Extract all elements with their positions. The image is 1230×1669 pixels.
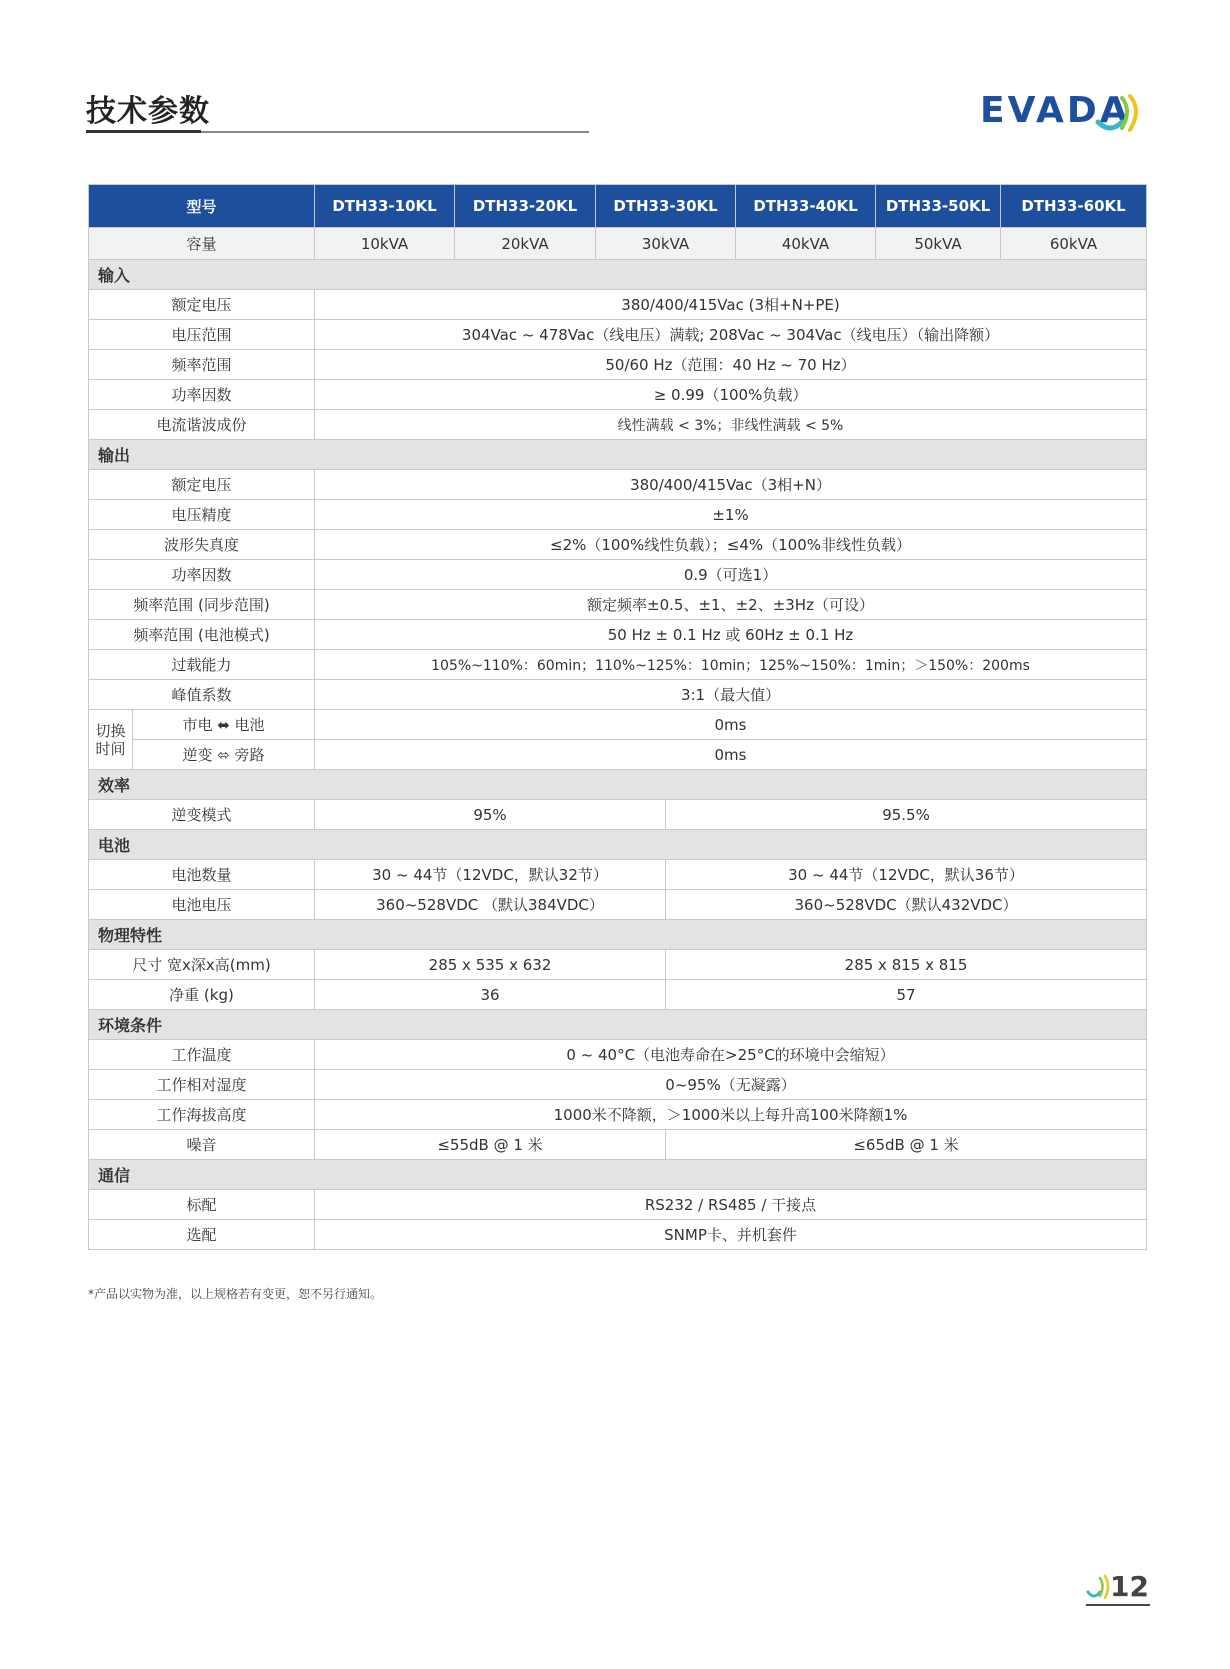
- logo-text: EVADA: [980, 90, 1131, 131]
- row-value: 105%~110%：60min；110%~125%：10min；125%~150%：1min；＞150%：200ms: [315, 650, 1147, 680]
- row-value: 304Vac ~ 478Vac（线电压）满载; 208Vac ~ 304Vac（线电压）（输出降额）: [315, 320, 1147, 350]
- row-value-right: 285 x 815 x 815: [666, 950, 1147, 980]
- switch-label-line1: 切换: [95, 721, 126, 740]
- row-label: 电流谐波成份: [89, 410, 315, 440]
- table-row: [89, 1190, 1147, 1220]
- row-label: 净重 (kg): [89, 980, 315, 1010]
- model-6: DTH33-60KL: [1001, 185, 1147, 228]
- capacity-4: 40kVA: [736, 228, 876, 260]
- row-value: 50/60 Hz（范围：40 Hz ~ 70 Hz）: [315, 350, 1147, 380]
- model-3: DTH33-30KL: [596, 185, 736, 228]
- row-label: 峰值系数: [89, 680, 315, 710]
- row-value: 线性满载 < 3%；非线性满载 < 5%: [315, 410, 1147, 440]
- row-label: 频率范围 (电池模式): [89, 620, 315, 650]
- model-header-row: [89, 185, 1147, 228]
- title-underline-accent: [86, 130, 201, 133]
- table-row: [89, 320, 1147, 350]
- row-label: 功率因数: [89, 560, 315, 590]
- page-number: 12: [1110, 1570, 1149, 1603]
- row-value: 0ms: [315, 710, 1147, 740]
- table-row: [89, 680, 1147, 710]
- row-label: 工作相对湿度: [89, 1070, 315, 1100]
- row-value: 额定频率±0.5、±1、±2、±3Hz（可设）: [315, 590, 1147, 620]
- section-output: [89, 440, 1147, 470]
- section-title: 通信: [89, 1160, 1147, 1190]
- row-value: 1000米不降额，＞1000米以上每升高100米降额1%: [315, 1100, 1147, 1130]
- model-5: DTH33-50KL: [876, 185, 1001, 228]
- row-label: 标配: [89, 1190, 315, 1220]
- section-environment: [89, 1010, 1147, 1040]
- row-value-left: ≤55dB @ 1 米: [315, 1130, 666, 1160]
- table-row: [89, 890, 1147, 920]
- row-value-left: 95%: [315, 800, 666, 830]
- row-value: 0.9（可选1）: [315, 560, 1147, 590]
- page-number-block: [1086, 1570, 1150, 1606]
- capacity-6: 60kVA: [1001, 228, 1147, 260]
- table-row: [89, 350, 1147, 380]
- row-value: RS232 / RS485 / 干接点: [315, 1190, 1147, 1220]
- section-title: 电池: [89, 830, 1147, 860]
- row-value: SNMP卡、并机套件: [315, 1220, 1147, 1250]
- evada-logo: [980, 84, 1148, 140]
- row-label: 频率范围 (同步范围): [89, 590, 315, 620]
- page-wave-icon: [1086, 1572, 1112, 1602]
- row-value-left: 360~528VDC （默认384VDC）: [315, 890, 666, 920]
- section-efficiency: [89, 770, 1147, 800]
- row-value-right: ≤65dB @ 1 米: [666, 1130, 1147, 1160]
- capacity-3: 30kVA: [596, 228, 736, 260]
- capacity-1: 10kVA: [315, 228, 455, 260]
- row-label: 电压精度: [89, 500, 315, 530]
- row-value: 0~95%（无凝露）: [315, 1070, 1147, 1100]
- table-row: [89, 620, 1147, 650]
- table-row: [89, 470, 1147, 500]
- row-label: 逆变 ⬄ 旁路: [133, 740, 315, 770]
- table-row: [89, 800, 1147, 830]
- switch-label-line2: 时间: [95, 739, 126, 758]
- row-value: 380/400/415Vac (3相+N+PE): [315, 290, 1147, 320]
- section-title: 物理特性: [89, 920, 1147, 950]
- row-value-left: 285 x 535 x 632: [315, 950, 666, 980]
- section-title: 环境条件: [89, 1010, 1147, 1040]
- row-label: 电压范围: [89, 320, 315, 350]
- row-value: 0 ~ 40°C（电池寿命在>25°C的环境中会缩短）: [315, 1040, 1147, 1070]
- row-value: 3:1（最大值）: [315, 680, 1147, 710]
- table-row: [89, 980, 1147, 1010]
- row-label: 工作海拔高度: [89, 1100, 315, 1130]
- model-1: DTH33-10KL: [315, 185, 455, 228]
- model-label: 型号: [89, 185, 315, 228]
- row-value-right: 30 ~ 44节（12VDC，默认36节）: [666, 860, 1147, 890]
- row-label: 频率范围: [89, 350, 315, 380]
- table-row: [89, 710, 1147, 740]
- model-2: DTH33-20KL: [455, 185, 596, 228]
- row-label: 逆变模式: [89, 800, 315, 830]
- row-value: ±1%: [315, 500, 1147, 530]
- page-number-underline: [1086, 1604, 1150, 1606]
- model-4: DTH33-40KL: [736, 185, 876, 228]
- row-value: 50 Hz ± 0.1 Hz 或 60Hz ± 0.1 Hz: [315, 620, 1147, 650]
- section-communication: [89, 1160, 1147, 1190]
- row-label: 尺寸 宽x深x高(mm): [89, 950, 315, 980]
- row-value-left: 30 ~ 44节（12VDC，默认32节）: [315, 860, 666, 890]
- row-value-left: 36: [315, 980, 666, 1010]
- section-title: 输出: [89, 440, 1147, 470]
- table-row: [89, 560, 1147, 590]
- row-label: 市电 ⬌ 电池: [133, 710, 315, 740]
- page-title: 技术参数: [86, 94, 210, 129]
- table-row: [89, 290, 1147, 320]
- capacity-5: 50kVA: [876, 228, 1001, 260]
- row-value: 380/400/415Vac（3相+N）: [315, 470, 1147, 500]
- row-label: 电池电压: [89, 890, 315, 920]
- row-label: 额定电压: [89, 470, 315, 500]
- table-row: [89, 1130, 1147, 1160]
- row-value-right: 95.5%: [666, 800, 1147, 830]
- table-row: [89, 380, 1147, 410]
- spec-table: [88, 184, 1147, 1250]
- row-label: 电池数量: [89, 860, 315, 890]
- capacity-label: 容量: [89, 228, 315, 260]
- footnote: *产品以实物为准，以上规格若有变更，恕不另行通知。: [88, 1287, 383, 1301]
- row-value: ≥ 0.99（100%负载）: [315, 380, 1147, 410]
- section-title: 效率: [89, 770, 1147, 800]
- row-label: 额定电压: [89, 290, 315, 320]
- table-row: [89, 410, 1147, 440]
- row-label: 过载能力: [89, 650, 315, 680]
- row-label: 选配: [89, 1220, 315, 1250]
- table-row: [89, 590, 1147, 620]
- table-row: [89, 740, 1147, 770]
- table-row: [89, 650, 1147, 680]
- table-row: [89, 1100, 1147, 1130]
- row-value-right: 360~528VDC（默认432VDC）: [666, 890, 1147, 920]
- row-label: 功率因数: [89, 380, 315, 410]
- row-value-right: 57: [666, 980, 1147, 1010]
- section-title: 输入: [89, 260, 1147, 290]
- capacity-row: [89, 228, 1147, 260]
- table-row: [89, 1220, 1147, 1250]
- table-row: [89, 1070, 1147, 1100]
- table-row: [89, 530, 1147, 560]
- table-row: [89, 860, 1147, 890]
- table-row: [89, 500, 1147, 530]
- row-value: ≤2%（100%线性负载）；≤4%（100%非线性负载）: [315, 530, 1147, 560]
- table-row: [89, 950, 1147, 980]
- capacity-2: 20kVA: [455, 228, 596, 260]
- section-battery: [89, 830, 1147, 860]
- row-label: 波形失真度: [89, 530, 315, 560]
- switch-time-label: [89, 710, 133, 770]
- logo-waves-icon: [1092, 88, 1148, 136]
- section-input: [89, 260, 1147, 290]
- section-physical: [89, 920, 1147, 950]
- row-label: 工作温度: [89, 1040, 315, 1070]
- row-label: 噪音: [89, 1130, 315, 1160]
- table-row: [89, 1040, 1147, 1070]
- row-value: 0ms: [315, 740, 1147, 770]
